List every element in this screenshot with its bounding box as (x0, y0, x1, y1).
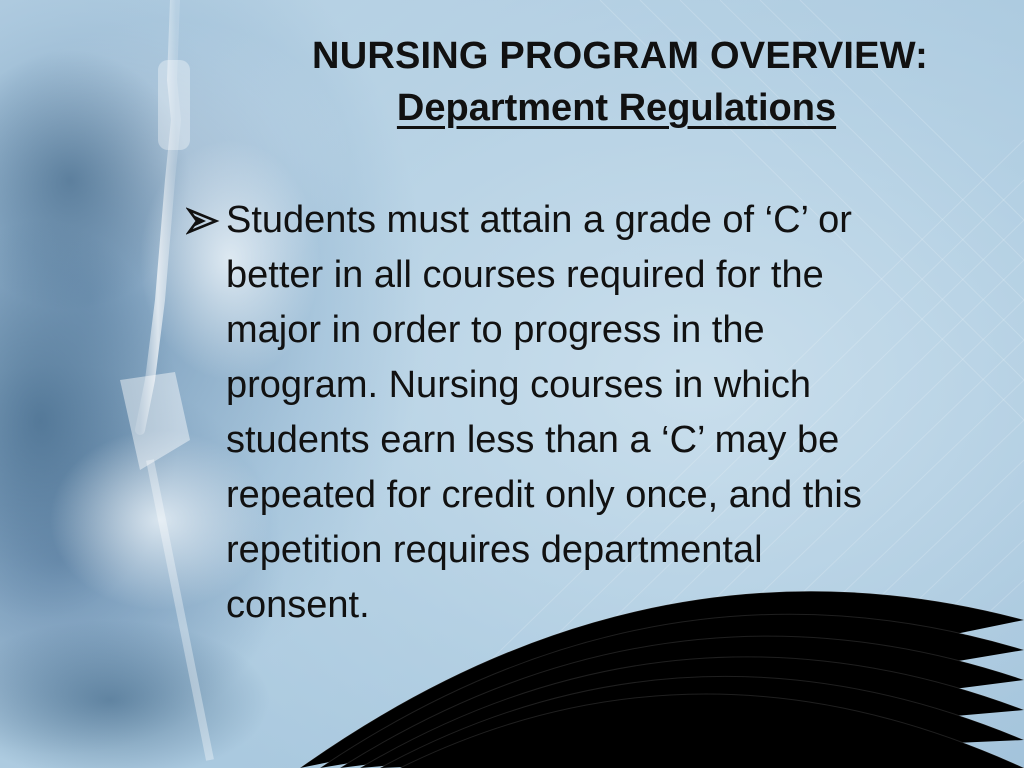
page-subtitle: Department Regulations (396, 87, 837, 129)
bullet-text: Students must attain a grade of ‘C’ or better in all courses required for the major in order to progress in the program. Nursing courses in which students earn less than a ‘C’ may be repeated for credit only once, and this repetition requires departmental consent. (226, 199, 862, 626)
list-item (186, 193, 1006, 633)
page-title: NURSING PROGRAM OVERVIEW: (312, 35, 928, 77)
bullet-list (186, 193, 1006, 633)
arrow-bullet-icon (186, 207, 220, 235)
title-block (240, 30, 1000, 134)
